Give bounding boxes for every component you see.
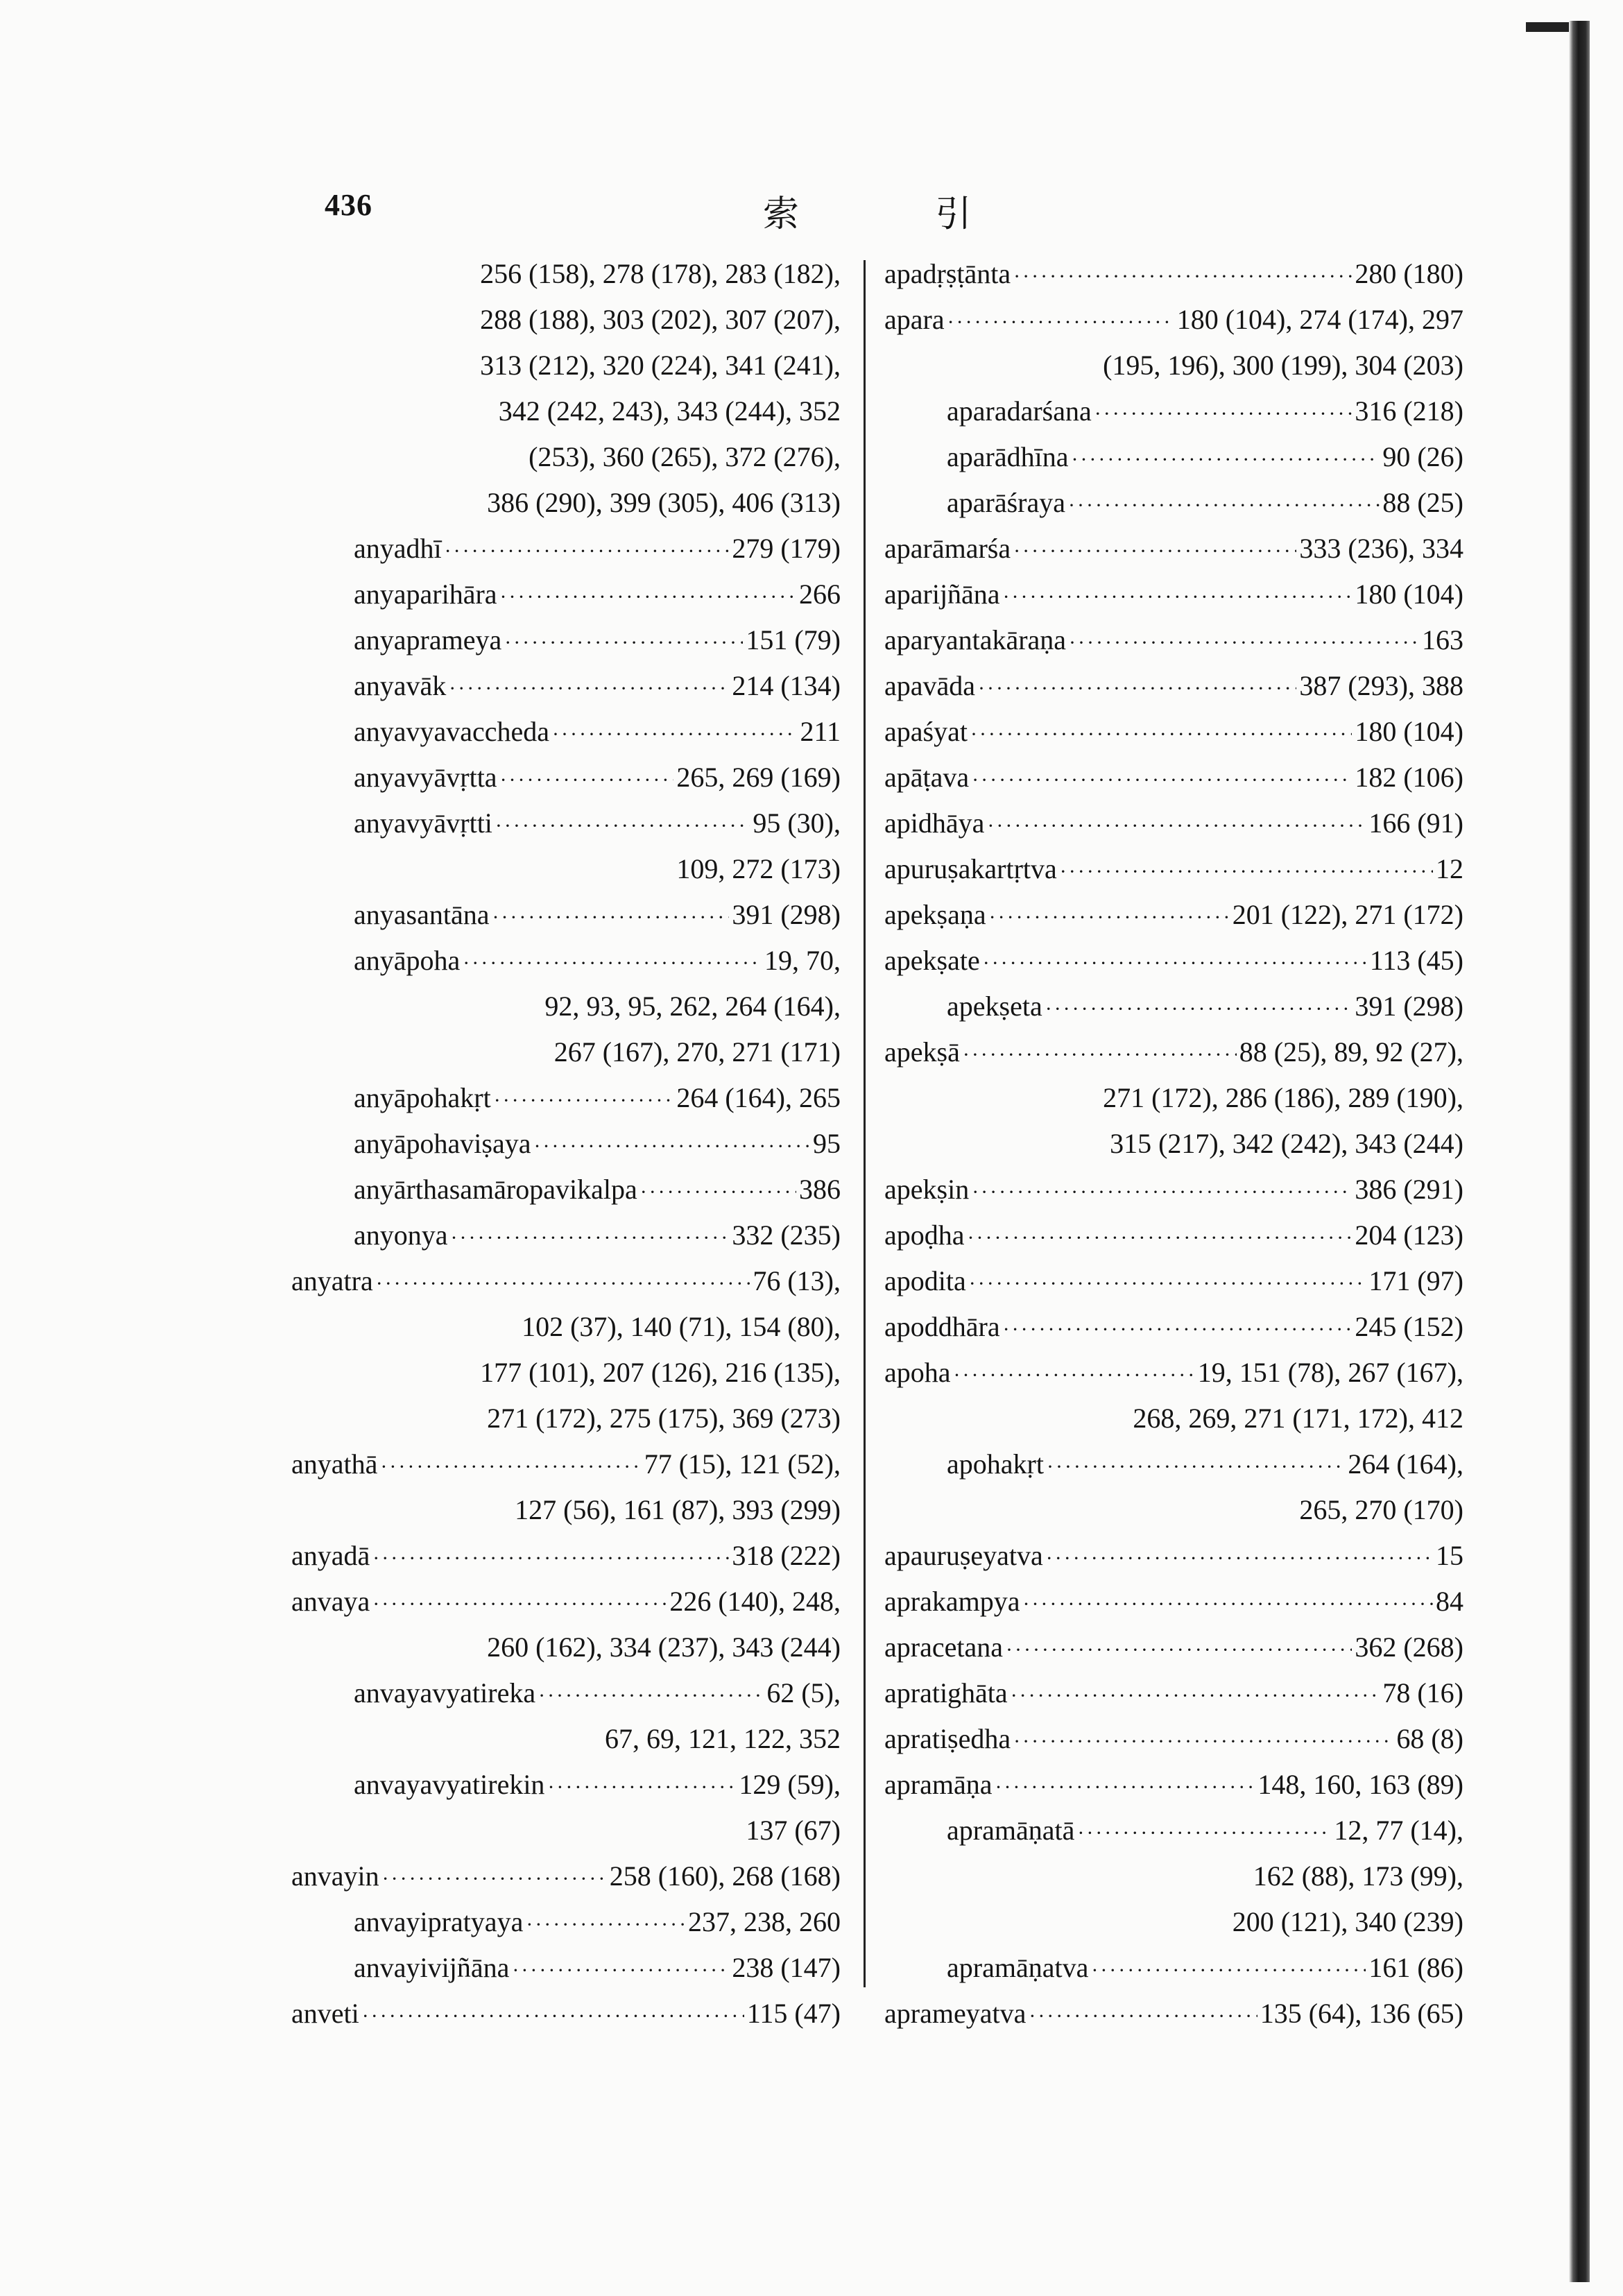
index-entry [291, 709, 841, 755]
index-entry [884, 709, 1463, 755]
page-references: 238 (147) [732, 1952, 841, 1983]
index-term: apauruṣeyatva [884, 1540, 1043, 1571]
leader-dots [380, 1444, 641, 1487]
page-references: 127 (56), 161 (87), 393 (299) [515, 1494, 841, 1525]
index-entry [291, 755, 841, 800]
index-term: anvayipratyaya [354, 1906, 524, 1937]
index-continuation [291, 1304, 841, 1350]
index-entry [291, 1991, 841, 2037]
leader-dots [1029, 1994, 1257, 2037]
page-references: 265, 269 (169) [676, 762, 841, 793]
page-references: 211 [800, 716, 841, 747]
index-entry [291, 892, 841, 938]
index-term: aparāmarśa [884, 533, 1011, 564]
leader-dots [1091, 1948, 1366, 1991]
page-references: 264 (164), [1348, 1448, 1463, 1480]
index-continuation [291, 434, 841, 480]
leader-dots [1068, 483, 1380, 526]
page-references: 19, 151 (78), 267 (167), [1197, 1357, 1463, 1388]
leader-dots [504, 620, 743, 663]
page-references: 268, 269, 271 (171, 172), 412 [1133, 1403, 1463, 1434]
index-term: aparyantakāraṇa [884, 624, 1067, 656]
page-references: 256 (158), 278 (178), 283 (182), [480, 258, 841, 289]
page-references: 386 (291) [1355, 1174, 1463, 1205]
page-references: 67, 69, 121, 122, 352 [605, 1723, 841, 1754]
leader-dots [970, 712, 1352, 755]
index-term: apohakṛt [947, 1448, 1044, 1480]
leader-dots [1069, 620, 1419, 663]
index-entry [291, 938, 841, 984]
page-references: 271 (172), 286 (186), 289 (190), [1103, 1082, 1463, 1113]
index-term: anyavyāvṛtta [354, 762, 497, 793]
leader-dots [463, 941, 762, 984]
index-term: apramāṇatva [947, 1952, 1089, 1983]
index-term: anyadā [291, 1540, 370, 1571]
page-references: 182 (106) [1355, 762, 1463, 793]
index-continuation [291, 984, 841, 1029]
index-term: apratiṣedha [884, 1723, 1011, 1754]
leader-dots [494, 1078, 674, 1121]
index-term: anveti [291, 1998, 359, 2029]
page-references: 12 [1436, 853, 1463, 884]
page-references: 264 (164), 265 [676, 1082, 841, 1113]
index-continuation [884, 1853, 1463, 1899]
page-references: 391 (298) [1355, 991, 1463, 1022]
index-term: apekṣin [884, 1174, 970, 1205]
page-references: (195, 196), 300 (199), 304 (203) [1103, 350, 1463, 381]
leader-dots [972, 757, 1352, 800]
index-term: apramāṇa [884, 1769, 993, 1800]
index-term: aparāśraya [947, 487, 1065, 518]
index-term: apramāṇatā [947, 1815, 1075, 1846]
index-term: anyathā [291, 1448, 378, 1480]
page-references: 260 (162), 334 (237), 343 (244) [487, 1631, 841, 1663]
index-term: aprameyatva [884, 1998, 1027, 2029]
index-continuation [291, 297, 841, 343]
page-references: 95 [813, 1128, 841, 1159]
index-continuation [884, 1075, 1463, 1121]
page-references: 386 (290), 399 (305), 406 (313) [487, 487, 841, 518]
leader-dots [533, 1124, 810, 1167]
index-term: anyonya [354, 1219, 448, 1251]
index-entry [884, 1625, 1463, 1670]
leader-dots [983, 941, 1367, 984]
leader-dots [445, 529, 730, 572]
leader-dots [552, 712, 797, 755]
index-entry [884, 892, 1463, 938]
index-term: anvayavyatirekin [354, 1769, 545, 1800]
index-term: apavāda [884, 670, 976, 701]
leader-dots [1003, 574, 1352, 617]
index-term: anvayavyatireka [354, 1677, 536, 1708]
index-term: anyadhī [354, 533, 442, 564]
page-references: 129 (59), [739, 1769, 841, 1800]
index-entry [884, 1167, 1463, 1213]
index-continuation [291, 480, 841, 526]
page-references: 115 (47) [746, 1998, 841, 2029]
leader-dots [362, 1994, 744, 2037]
leader-dots [1013, 529, 1296, 572]
leader-dots [995, 1765, 1255, 1808]
index-continuation [291, 1716, 841, 1762]
page-references: 77 (15), 121 (52), [644, 1448, 841, 1480]
index-term: anvayivijñāna [354, 1952, 510, 1983]
index-term: apratighāta [884, 1677, 1008, 1708]
page-references: 148, 160, 163 (89) [1257, 1769, 1463, 1800]
page-references: 109, 272 (173) [676, 853, 841, 884]
index-entry [884, 251, 1463, 297]
index-entry [884, 1213, 1463, 1258]
page-references: 258 (160), 268 (168) [609, 1860, 841, 1892]
page-references: 266 [799, 579, 841, 610]
index-entry [884, 1579, 1463, 1625]
page-references: 180 (104) [1355, 716, 1463, 747]
index-continuation [884, 1487, 1463, 1533]
index-entry [884, 1029, 1463, 1075]
running-head: 索 引 [763, 194, 1034, 235]
page-references: 162 (88), 173 (99), [1253, 1860, 1463, 1892]
index-term: anvayin [291, 1860, 379, 1892]
page-references: 362 (268) [1355, 1631, 1463, 1663]
leader-dots [1013, 1719, 1393, 1762]
leader-dots [954, 1353, 1195, 1396]
index-term: apoha [884, 1357, 951, 1388]
index-term: apuruṣakartṛtva [884, 853, 1057, 884]
leader-dots [1011, 1673, 1380, 1716]
index-term: anyavāk [354, 670, 447, 701]
index-entry [884, 572, 1463, 617]
index-term: anyāpohakṛt [354, 1082, 491, 1113]
index-term: apara [884, 304, 945, 335]
index-entry [884, 1258, 1463, 1304]
page-references: 90 (26) [1382, 441, 1463, 472]
leader-dots [492, 895, 729, 938]
index-term: apāṭava [884, 762, 970, 793]
index-term: aparijñāna [884, 579, 1000, 610]
index-term: aprakampya [884, 1586, 1020, 1617]
page-references: 135 (64), 136 (65) [1260, 1998, 1463, 2029]
index-term: apodita [884, 1265, 966, 1296]
page-references: 163 [1422, 624, 1463, 656]
page-references: 68 (8) [1396, 1723, 1463, 1754]
page-references: 280 (180) [1355, 258, 1463, 289]
index-term: anyāpohaviṣaya [354, 1128, 531, 1159]
index-term: apekṣaṇa [884, 899, 986, 930]
index-term: anyasantāna [354, 899, 490, 930]
index-continuation [884, 1899, 1463, 1945]
page-references: 318 (222) [732, 1540, 841, 1571]
index-entry [884, 1762, 1463, 1808]
leader-dots [947, 300, 1174, 343]
page-references: 200 (121), 340 (239) [1232, 1906, 1463, 1937]
page-references: 226 (140), 248, [669, 1586, 841, 1617]
page-references: 214 (134) [732, 670, 841, 701]
leader-dots [512, 1948, 729, 1991]
page-references: 84 [1436, 1586, 1463, 1617]
index-term: anyārthasamāropavikalpa [354, 1174, 637, 1205]
index-term: anyavyāvṛtti [354, 807, 492, 839]
page-references: 332 (235) [732, 1219, 841, 1251]
page-references: 288 (188), 303 (202), 307 (207), [480, 304, 841, 335]
column-divider [864, 260, 866, 1987]
index-column-left [291, 251, 841, 2037]
index-entry [291, 1579, 841, 1625]
index-entry [291, 1853, 841, 1899]
index-entry [291, 526, 841, 572]
page-references: 166 (91) [1368, 807, 1463, 839]
index-entry [884, 434, 1463, 480]
page-references: 315 (217), 342 (242), 343 (244) [1110, 1128, 1463, 1159]
index-entry [884, 1716, 1463, 1762]
page-references: 78 (16) [1382, 1677, 1463, 1708]
page-references: 316 (218) [1355, 395, 1463, 427]
index-term: apekṣate [884, 945, 980, 976]
index-entry [884, 800, 1463, 846]
leader-dots [451, 1215, 730, 1258]
page-references: 19, 70, [764, 945, 841, 976]
index-entry [884, 1441, 1463, 1487]
page-references: 15 [1436, 1540, 1463, 1571]
leader-dots [1077, 1810, 1331, 1853]
book-binding-edge [1569, 21, 1590, 2282]
page-references: 76 (13), [753, 1265, 841, 1296]
index-continuation [291, 846, 841, 892]
page-references: 95 (30), [753, 807, 841, 839]
leader-dots [538, 1673, 764, 1716]
leader-dots [978, 666, 1296, 709]
leader-dots [972, 1170, 1352, 1213]
index-entry [884, 1304, 1463, 1350]
index-entry [884, 388, 1463, 434]
page-references: 267 (167), 270, 271 (171) [553, 1036, 841, 1068]
index-term: anyaparihāra [354, 579, 497, 610]
index-entry [291, 1167, 841, 1213]
page-references: 102 (37), 140 (71), 154 (80), [522, 1311, 841, 1342]
leader-dots [495, 803, 750, 846]
page-references: 12, 77 (14), [1334, 1815, 1463, 1846]
index-entry [884, 1945, 1463, 1991]
leader-dots [1045, 986, 1352, 1029]
index-entry [884, 984, 1463, 1029]
page-references: 386 [799, 1174, 841, 1205]
leader-dots [1046, 1536, 1433, 1579]
leader-dots [500, 757, 674, 800]
index-term: anvaya [291, 1586, 370, 1617]
index-entry [291, 1945, 841, 1991]
index-entry [291, 1075, 841, 1121]
page-references: 265, 270 (170) [1299, 1494, 1463, 1525]
leader-dots [1071, 437, 1380, 480]
page-references: 151 (79) [746, 624, 841, 656]
index-entry [291, 572, 841, 617]
leader-dots [449, 666, 729, 709]
index-entry [884, 297, 1463, 343]
index-term: apaśyat [884, 716, 968, 747]
index-entry [884, 1350, 1463, 1396]
leader-dots [526, 1902, 685, 1945]
leader-dots [1013, 254, 1352, 297]
index-entry [291, 800, 841, 846]
page-references: 180 (104), 274 (174), 297 [1176, 304, 1463, 335]
leader-dots [547, 1765, 736, 1808]
index-continuation [291, 1029, 841, 1075]
page-references: 88 (25), 89, 92 (27), [1239, 1036, 1463, 1068]
index-entry [291, 1670, 841, 1716]
page-references: 177 (101), 207 (126), 216 (135), [480, 1357, 841, 1388]
index-entry [884, 938, 1463, 984]
index-term: apoddhāra [884, 1311, 1000, 1342]
index-entry [884, 617, 1463, 663]
index-term: apracetana [884, 1631, 1003, 1663]
page-number: 436 [325, 188, 372, 222]
index-entry [884, 1670, 1463, 1716]
index-entry [291, 617, 841, 663]
index-entry [884, 1808, 1463, 1853]
page-references: 92, 93, 95, 262, 264 (164), [544, 991, 841, 1022]
index-entry [291, 1533, 841, 1579]
page-references: 271 (172), 275 (175), 369 (273) [487, 1403, 841, 1434]
leader-dots [500, 574, 796, 617]
index-entry [884, 755, 1463, 800]
index-entry [884, 1991, 1463, 2037]
page-references: (253), 360 (265), 372 (276), [529, 441, 841, 472]
page-references: 204 (123) [1355, 1219, 1463, 1251]
index-entry [884, 846, 1463, 892]
page-references: 113 (45) [1369, 945, 1463, 976]
index-term: anyaprameya [354, 624, 502, 656]
leader-dots [1060, 849, 1433, 892]
index-entry [884, 1533, 1463, 1579]
index-entry [291, 663, 841, 709]
leader-dots [989, 895, 1230, 938]
leader-dots [1047, 1444, 1345, 1487]
index-entry [291, 1441, 841, 1487]
index-continuation [291, 1487, 841, 1533]
index-continuation [884, 343, 1463, 388]
index-entry [291, 1213, 841, 1258]
index-term: anyāpoha [354, 945, 461, 976]
index-continuation [291, 251, 841, 297]
page-references: 62 (5), [766, 1677, 841, 1708]
leader-dots [382, 1856, 607, 1899]
page-references: 171 (97) [1368, 1265, 1463, 1296]
leader-dots [1094, 391, 1352, 434]
page-references: 201 (122), 271 (172) [1232, 899, 1463, 930]
index-term: apadṛṣṭānta [884, 258, 1011, 289]
index-entry [884, 526, 1463, 572]
leader-dots [968, 1215, 1352, 1258]
index-term: apekṣā [884, 1036, 960, 1068]
leader-dots [372, 1536, 729, 1579]
leader-dots [1003, 1307, 1352, 1350]
page-references: 237, 238, 260 [688, 1906, 841, 1937]
index-continuation [291, 1808, 841, 1853]
index-entry [291, 1762, 841, 1808]
page-references: 88 (25) [1382, 487, 1463, 518]
index-term: aparadarśana [947, 395, 1092, 427]
index-entry [291, 1899, 841, 1945]
index-term: anyavyavaccheda [354, 716, 550, 747]
page-references: 137 (67) [746, 1815, 841, 1846]
page-references: 342 (242, 243), 343 (244), 352 [498, 395, 841, 427]
page-references: 391 (298) [732, 899, 841, 930]
leader-dots [376, 1261, 750, 1304]
index-entry [884, 663, 1463, 709]
page-references: 333 (236), 334 [1299, 533, 1463, 564]
index-continuation [884, 1396, 1463, 1441]
index-continuation [291, 388, 841, 434]
page-references: 180 (104) [1355, 579, 1463, 610]
page-references: 161 (86) [1368, 1952, 1463, 1983]
leader-dots [987, 803, 1366, 846]
index-column-right [884, 251, 1463, 2037]
index-continuation [291, 1350, 841, 1396]
leader-dots [640, 1170, 796, 1213]
leader-dots [1006, 1627, 1352, 1670]
leader-dots [969, 1261, 1366, 1304]
index-term: apoḍha [884, 1219, 965, 1251]
index-term: aparādhīna [947, 441, 1069, 472]
leader-dots [372, 1582, 667, 1625]
index-continuation [291, 1396, 841, 1441]
index-term: apekṣeta [947, 991, 1042, 1022]
index-entry [291, 1258, 841, 1304]
leader-dots [1022, 1582, 1433, 1625]
index-continuation [291, 343, 841, 388]
leader-dots [963, 1032, 1237, 1075]
index-entry [884, 480, 1463, 526]
index-term: apidhāya [884, 807, 985, 839]
page-references: 245 (152) [1355, 1311, 1463, 1342]
page-references: 313 (212), 320 (224), 341 (241), [480, 350, 841, 381]
index-entry [291, 1121, 841, 1167]
page-references: 387 (293), 388 [1299, 670, 1463, 701]
index-term: anyatra [291, 1265, 373, 1296]
index-continuation [291, 1625, 841, 1670]
index-continuation [884, 1121, 1463, 1167]
page-references: 279 (179) [732, 533, 841, 564]
